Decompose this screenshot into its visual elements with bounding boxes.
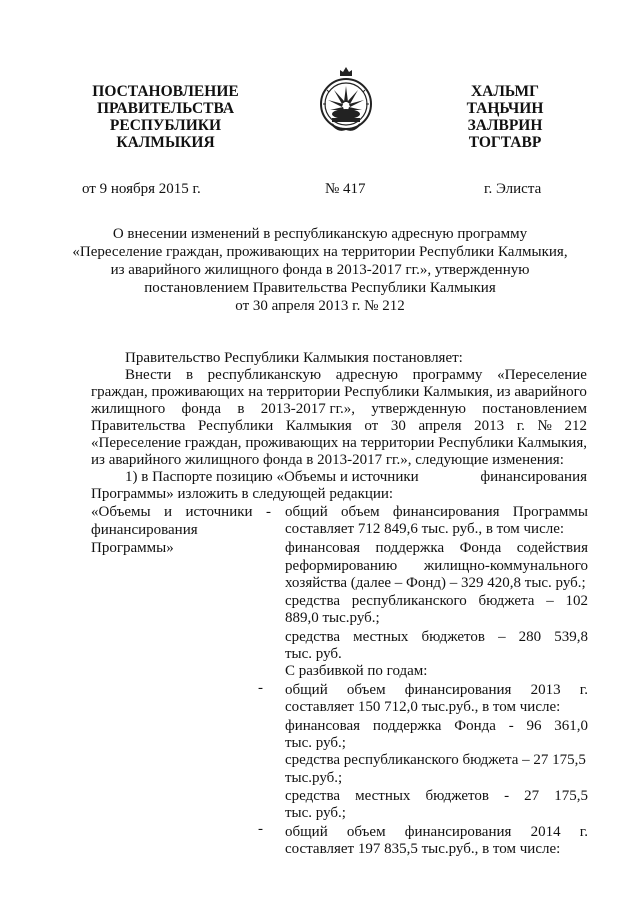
table-text-line: 889,0 тыс.руб.;: [285, 610, 380, 627]
header-right-line: ТАҢЬЧИН: [466, 100, 544, 117]
coat-of-arms-icon: [318, 66, 374, 136]
table-text-line: хозяйства (далее – Фонд) – 329 420,8 тыс. руб.;: [285, 574, 586, 591]
table-left-label: «Объемы и источники -: [91, 504, 271, 520]
header-left-title: [68, 83, 263, 151]
table-text-line: общий объем финансирования Программы: [285, 504, 588, 520]
table-text-line: тыс. руб.: [285, 645, 342, 662]
paragraph-line: из аварийного жилищного фонда в 2013-2017 гг.», следующие изменения:: [91, 452, 564, 468]
table-text-line: средства республиканского бюджета – 102: [285, 593, 588, 610]
title-line: из аварийного жилищного фонда в 2013-2017 гг.», утвержденную: [110, 262, 530, 278]
header-right-line: ЗАЛВРИН: [467, 117, 543, 134]
paragraph-line: Внести в республиканскую адресную программу «Переселение: [125, 367, 587, 383]
paragraph-line: Программы» изложить в следующей редакции:: [91, 486, 394, 502]
title-line: О внесении изменений в республиканскую адресную программу: [112, 226, 528, 242]
decree-statement: Правительство Республики Калмыкия постановляет:: [125, 350, 463, 366]
table-text-line: средства местных бюджетов - 27 175,5: [285, 788, 588, 805]
header-right-title: [445, 83, 565, 151]
title-line: от 30 апреля 2013 г. № 212: [235, 298, 405, 314]
table-text-line: общий объем финансирования 2013 г.: [285, 681, 588, 698]
header-left-line: ПОСТАНОВЛЕНИЕ: [92, 83, 239, 100]
table-text-line: составляет 712 849,6 тыс. руб., в том числе:: [285, 521, 565, 537]
table-text-line: тыс. руб.;: [285, 805, 346, 822]
table-text-line: тыс. руб.;: [285, 734, 346, 751]
paragraph-line: 1) в Паспорте позицию «Объемы и источники финансирования: [125, 469, 587, 485]
table-text-line: финансовая поддержка Фонда содействия: [285, 539, 588, 556]
paragraph-line: жилищного фонда в 2013-2017 гг.», утвержденную постановлением: [91, 401, 587, 417]
table-text-line: тыс.руб.;: [285, 769, 343, 786]
table-text-line: средства местных бюджетов – 280 539,8: [285, 628, 588, 645]
table-right-column: [285, 503, 590, 859]
paragraph-line: Правительства Республики Калмыкия от 30 апреля 2013 г. № 212: [91, 418, 587, 434]
decree-date: от 9 ноября 2015 г.: [82, 181, 201, 197]
decree-title: [40, 225, 600, 315]
table-text-line: общий объем финансирования 2014 г.: [285, 823, 588, 840]
paragraph-line: «Переселение граждан, проживающих на территории Республики Калмыкия,: [91, 435, 587, 451]
decree-number: № 417: [325, 181, 366, 197]
table-text-line: составляет 150 712,0 тыс.руб., в том числе:: [285, 698, 561, 715]
title-line: постановлением Правительства Республики Калмыкия: [144, 280, 496, 296]
header-left-line: КАЛМЫКИЯ: [116, 134, 215, 151]
table-left-label: Программы»: [91, 540, 174, 556]
table-text-line: средства республиканского бюджета – 27 175,5: [285, 752, 586, 769]
table-text-line: реформированию жилищно-коммунального: [285, 557, 588, 574]
header-right-line: ТОГТАВР: [468, 134, 542, 151]
header-left-line: ПРАВИТЕЛЬСТВА: [96, 100, 235, 117]
header-left-line: РЕСПУБЛИКИ: [109, 117, 222, 134]
table-text-line: составляет 197 835,5 тыс.руб., в том числе:: [285, 840, 561, 857]
table-text-line: С разбивкой по годам:: [285, 663, 428, 680]
paragraph-line: граждан, проживающих на территории Республики Калмыкия, из аварийного: [91, 384, 587, 400]
table-left-label: финансирования: [91, 522, 198, 538]
decree-city: г. Элиста: [484, 181, 542, 197]
header-right-line: ХАЛЬМГ: [470, 83, 540, 100]
title-line: «Переселение граждан, проживающих на территории Республики Калмыкия,: [72, 244, 568, 260]
list-dash: -: [258, 680, 263, 696]
table-text-line: финансовая поддержка Фонда - 96 361,0: [285, 717, 588, 734]
list-dash: -: [258, 821, 263, 837]
